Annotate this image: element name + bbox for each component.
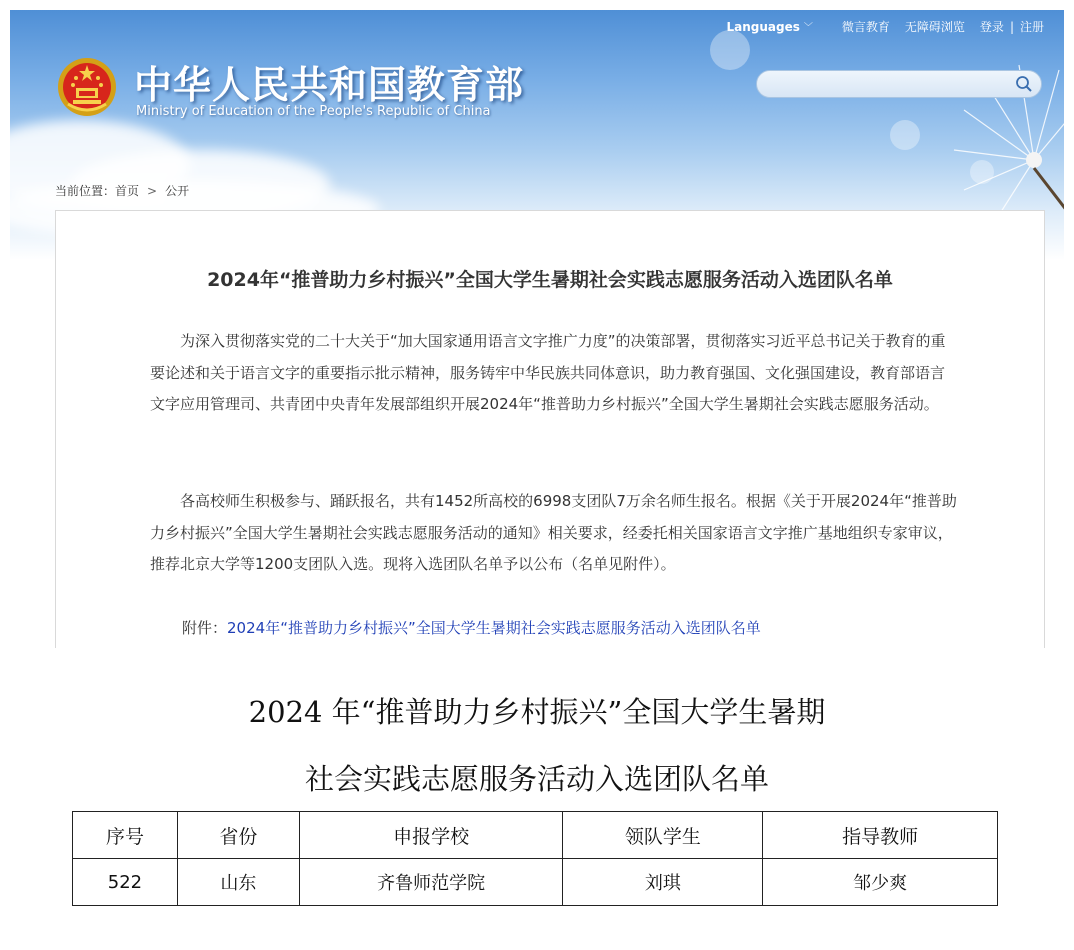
header-school: 申报学校 (299, 812, 563, 859)
languages-menu[interactable]: Languages (726, 19, 800, 34)
document-title-line2: 社会实践志愿服务活动入选团队名单 (304, 762, 769, 796)
site-title[interactable]: 中华人民共和国教育部 (134, 63, 525, 107)
search-input[interactable] (769, 71, 1013, 97)
cell-leader: 刘琪 (563, 859, 763, 906)
article-paragraph: 各高校师生积极参与、踊跃报名，共有1452所高校的6998支团队7万余名师生报名。根据《关于开展2024年“推普助力乡村振兴”全国大学生暑期社会实践志愿服务活动的通知》相关要求，经委托相关国家语言文字推广基地组织专家审议，推荐北京大学等1200支团队入选。现将入选团队名单予以公布（名单见附件）。 (150, 492, 957, 573)
search-box (756, 70, 1042, 98)
bokeh-decoration (710, 30, 750, 70)
nav-separator: | (1009, 19, 1014, 34)
breadcrumb-current[interactable]: 公开 (165, 184, 190, 198)
attachment-line (182, 617, 761, 638)
cell-index: 522 (73, 859, 178, 906)
cell-advisor: 邹少爽 (763, 859, 998, 906)
cell-province: 山东 (177, 859, 299, 906)
accessibility-link[interactable]: 无障碍浏览 (904, 20, 965, 34)
chevron-down-icon[interactable]: ﹀ (803, 23, 813, 33)
breadcrumb-home[interactable]: 首页 (115, 184, 140, 198)
weiyan-link[interactable]: 微言教育 (841, 20, 890, 34)
cell-school: 齐鲁师范学院 (299, 859, 563, 906)
header-province: 省份 (177, 812, 299, 859)
top-navigation (726, 18, 1044, 35)
chevron-right-icon: > (147, 184, 158, 198)
article-paragraph: 为深入贯彻落实党的二十大关于“加大国家通用语言文字推广力度”的决策部署，贯彻落实习近平总书记关于教育的重要论述和关于语言文字的重要指示批示精神，服务铸牢中华民族共同体意识，助力教育强国、文化强国建设，教育部语言文字应用管理司、共青团中央青年发展部组织开展2024年“推普助力乡村振兴”全国大学生暑期社会实践志愿服务活动。 (150, 332, 946, 413)
roster-table (72, 811, 998, 906)
document-title-line1: 2024 年“推普助力乡村振兴”全国大学生暑期 (248, 695, 826, 729)
search-icon[interactable] (1015, 75, 1033, 93)
national-emblem-icon[interactable] (56, 56, 118, 118)
bokeh-decoration (890, 120, 920, 150)
table-row (73, 859, 998, 906)
attachment-label: 附件： (182, 619, 228, 637)
header-index: 序号 (73, 812, 178, 859)
breadcrumb-prefix: 当前位置： (55, 184, 116, 198)
header-leader: 领队学生 (563, 812, 763, 859)
table-header-row (73, 812, 998, 859)
article-panel (55, 210, 1045, 648)
register-link[interactable]: 注册 (1019, 20, 1044, 34)
article-title: 2024年“推普助力乡村振兴”全国大学生暑期社会实践志愿服务活动入选团队名单 (207, 269, 893, 291)
header-advisor: 指导教师 (763, 812, 998, 859)
breadcrumb (55, 182, 189, 199)
website-screenshot (10, 10, 1064, 648)
login-link[interactable]: 登录 (979, 20, 1004, 34)
site-subtitle: Ministry of Education of the People's Republic of China (136, 104, 491, 119)
attachment-link[interactable]: 2024年“推普助力乡村振兴”全国大学生暑期社会实践志愿服务活动入选团队名单 (227, 619, 761, 637)
